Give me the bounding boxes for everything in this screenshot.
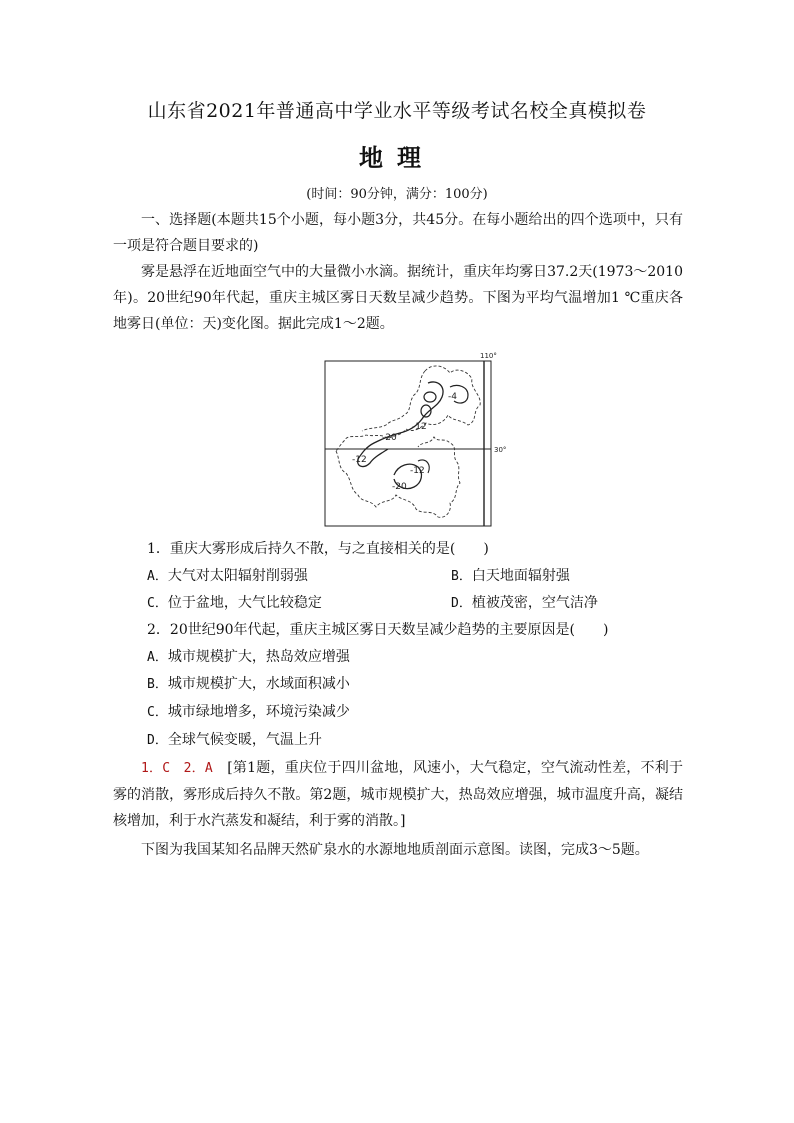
contour-label: -4 <box>448 392 457 402</box>
option-text: 城市规模扩大，热岛效应增强 <box>167 649 350 665</box>
option-label: B． <box>147 677 168 692</box>
section-header: 一、选择题(本题共15个小题，每小题3分，共45分。在每小题给出的四个选项中，只有一项是符合题目要求的) <box>113 212 683 254</box>
option-label: D． <box>147 733 168 748</box>
time-info: (时间：90分钟，满分：100分) <box>306 187 488 202</box>
passage-fog: 雾是悬浮在近地面空气中的大量微小水滴。据统计，重庆年均雾日37.2天(1973～2010年)。20世纪90年代起，重庆主城区雾日天数呈减少趋势。下图为平均气温增加1 ℃重庆各地雾日(单位：天)变化图。据此完成1～2题。 <box>113 264 683 332</box>
option-text: 植被茂密，空气洁净 <box>471 595 598 611</box>
question-2-stem: 2．20世纪90年代起，重庆主城区雾日天数呈减少趋势的主要原因是( ) <box>147 622 609 638</box>
option-text: 城市规模扩大，水域面积减小 <box>167 676 350 692</box>
q2-option-b[interactable] <box>147 671 350 698</box>
question-1-stem: 1．重庆大雾形成后持久不散，与之直接相关的是( ) <box>147 541 489 557</box>
option-label: A． <box>147 569 168 584</box>
option-label: C． <box>147 705 168 720</box>
subject-title: 地理 <box>359 144 435 172</box>
region-boundary-upper <box>336 366 480 451</box>
option-label: C． <box>147 596 168 611</box>
lon-label: 110° <box>480 352 497 360</box>
option-label: D． <box>451 596 472 611</box>
option-text: 白天地面辐射强 <box>471 568 570 584</box>
fog-change-map <box>322 349 507 529</box>
contour-label: -12 <box>410 466 425 476</box>
isoline-loop-1 <box>424 392 436 402</box>
q2-option-c[interactable] <box>147 699 350 726</box>
option-text: 城市绿地增多，环境污染减少 <box>167 704 350 720</box>
option-label: B． <box>451 569 472 584</box>
q1-option-c[interactable] <box>147 590 322 617</box>
option-text: 大气对太阳辐射削弱强 <box>167 568 308 584</box>
option-text: 全球气候变暖，气温上升 <box>167 732 322 748</box>
q1-option-a[interactable] <box>147 563 308 590</box>
option-text: 位于盆地，大气比较稳定 <box>167 595 322 611</box>
passage-mineral-water: 下图为我国某知名品牌天然矿泉水的水源地地质剖面示意图。读图，完成3～5题。 <box>141 842 649 858</box>
lat-label: 30° <box>494 446 507 454</box>
answer-text: [第1题，重庆位于四川盆地，风速小，大气稳定，空气流动性差，不利于雾的消散，雾形成后持久不散。第2题，城市规模扩大，热岛效应增强，城市温度升高，凝结核增加，利于水汽蒸发和凝结，利于雾的消散。] <box>113 760 684 829</box>
contour-label: -12 <box>352 455 367 465</box>
exam-title: 山东省2021年普通高中学业水平等级考试名校全真模拟卷 <box>147 100 647 122</box>
answer-key: 1．C 2．A <box>141 761 213 776</box>
q1-option-d[interactable] <box>451 590 598 617</box>
q2-option-d[interactable] <box>147 727 322 754</box>
answer-explanation <box>113 755 683 834</box>
contour-label: -20 <box>382 433 397 443</box>
contour-label: -20 <box>392 482 407 492</box>
q2-option-a[interactable] <box>147 644 350 671</box>
q1-option-b[interactable] <box>451 563 570 590</box>
contour-label: -12 <box>412 422 427 432</box>
option-label: A． <box>147 650 168 665</box>
